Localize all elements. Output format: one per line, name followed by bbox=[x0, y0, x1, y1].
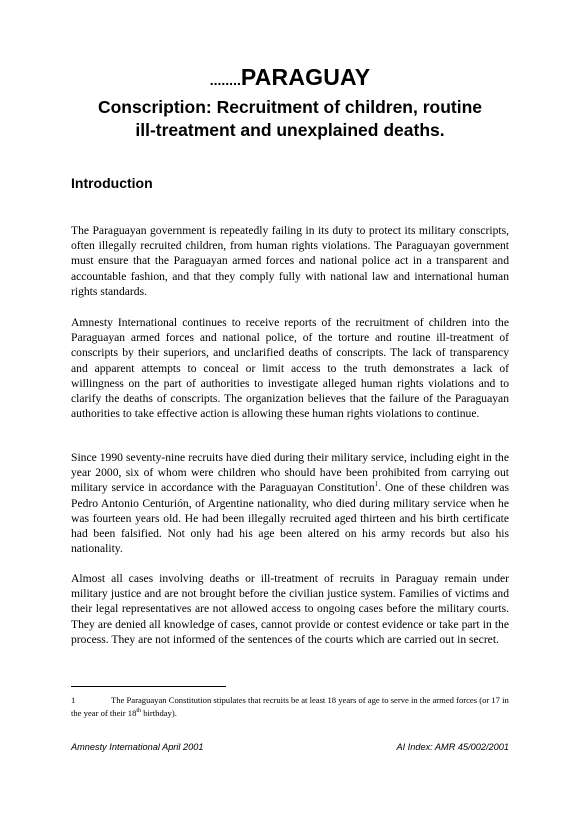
paragraph-3 bbox=[71, 450, 509, 556]
paragraph-2: Amnesty International continues to receive reports of the recruitment of children into the Paraguayan armed forces and national police, of the torture and routine ill-treatment of conscripts by their superiors, and unclarified deaths of conscripts. The lack of transparency and apparent attempts to conceal or limit access to the truth demonstrates a lack of willingness on the part of authorities to investigate alleged human rights violations and to clarify the deaths of conscripts. The organization believes that the failure of the Paraguayan authorities to take effective action is allowing these human rights violations to continue. bbox=[71, 316, 509, 421]
footnote-number: 1 bbox=[71, 695, 76, 705]
title-country: PARAGUAY bbox=[240, 64, 371, 90]
subtitle-line-2: ill-treatment and unexplained deaths. bbox=[135, 120, 445, 140]
paragraph-4: Almost all cases involving deaths or ill-treatment of recruits in Paraguay remain under military justice and are not brought before the civilian justice system. Families of victims and their legal representatives are not allowed access to ongoing cases before the military courts. They are denied all knowledge of cases, cannot provide or contest evidence or take part in the process. They are not informed of the sentences of the courts which are carried out in secret. bbox=[71, 572, 509, 646]
title-block bbox=[60, 64, 520, 142]
document-title bbox=[60, 64, 520, 93]
footnote-superscript: th bbox=[136, 707, 142, 714]
title-dots: ........ bbox=[209, 72, 241, 88]
subtitle-line-1: Conscription: Recruitment of children, routine bbox=[97, 97, 483, 117]
footnote-reference: 1 bbox=[374, 480, 379, 489]
paragraph-3-text-before: Since 1990 seventy-nine recruits have died during their military service, including eight in the year 2000, six of whom were children who should have been prohibited from carrying out military service in accordance with the Paraguayan Constitution bbox=[71, 451, 509, 495]
footer-index: AI Index: AMR 45/002/2001 bbox=[396, 742, 509, 752]
footnote-text-before: The Paraguayan Constitution stipulates that recruits be at least 18 years of age to serve in the armed forces (or 17 in the year of their 18 bbox=[71, 695, 509, 718]
section-heading: Introduction bbox=[71, 175, 153, 191]
document-subtitle bbox=[60, 96, 520, 142]
footnote-text-after: birthday). bbox=[141, 707, 177, 718]
footnote bbox=[71, 694, 511, 719]
paragraph-1: The Paraguayan government is repeatedly failing in its duty to protect its military conscripts, often illegally recruited children, from human rights violations. The Paraguayan government must ensure that the Paraguayan armed forces and national police act in a transparent and accountable fashion, and that they comply fully with national law and international human rights standards. bbox=[71, 224, 509, 298]
footer-publisher: Amnesty International April 2001 bbox=[71, 742, 204, 752]
paragraph-3-text-after: . One of these children was Pedro Antonio Centurión, of Argentine nationality, who died during military service when he was fourteen years old. He had been illegally recruited aged thirteen and his birth certificate had been falsified. Not only had his age been altered on his army records but also his nationality. bbox=[71, 481, 509, 556]
footnote-divider bbox=[71, 686, 226, 687]
